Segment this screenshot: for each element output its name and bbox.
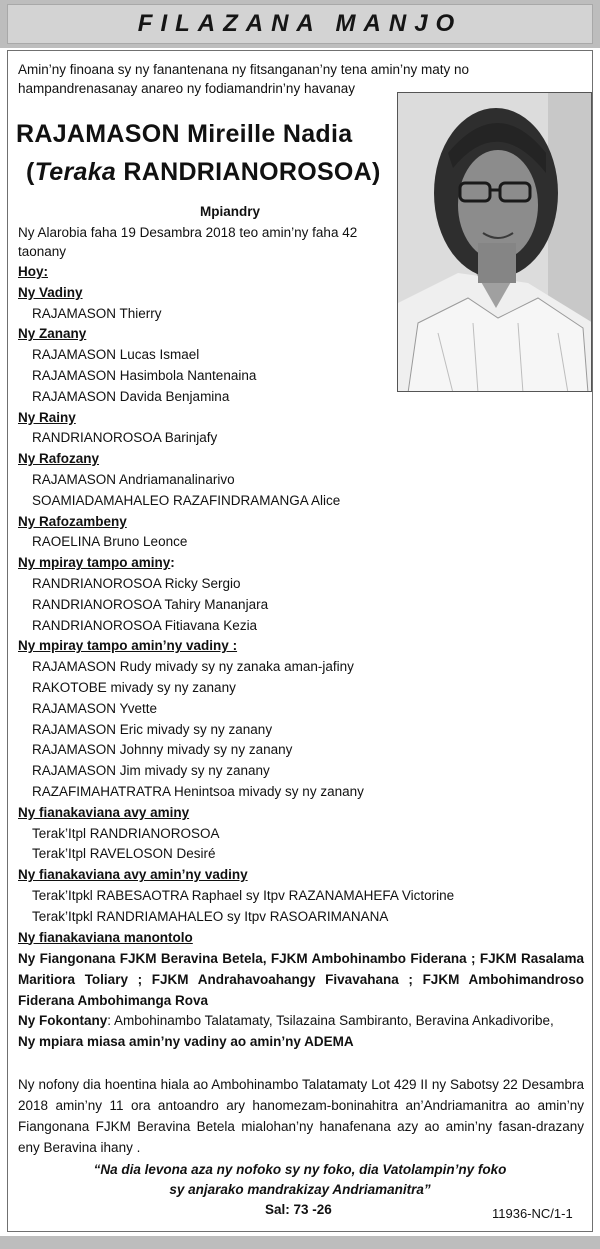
list-item: SOAMIADAMAHALEO RAZAFINDRAMANGA Alice: [32, 492, 341, 508]
list-item: RAJAMASON Rudy mivady sy ny zanaka aman-jafiny: [32, 659, 354, 675]
churches-text: Ny Fiangonana FJKM Beravina Betela, FJKM Ambohinambo Fiderana ; FJKM Rasalama Maritiora Toliary ; FJKM Andrahavoahangy Fivavahana ; FJKM Ambohimandroso Fiderana Ambohimanga Rova: [18, 951, 584, 1008]
family-list: [18, 262, 588, 948]
maiden-prefix: Teraka: [34, 158, 117, 186]
list-item: RAJAMASON Andriamanalinarivo: [32, 471, 235, 487]
zanany-heading: Ny Zanany: [18, 326, 87, 342]
bottom-bar: [0, 1236, 600, 1249]
list-item: RAJAMASON Thierry: [32, 305, 162, 321]
mpiray-heading-label: Ny mpiray tampo aminy: [18, 555, 171, 571]
list-item: RAOELINA Bruno Leonce: [32, 534, 188, 550]
fianakaviana-aminy-heading: Ny fianakaviana avy aminy: [18, 804, 190, 820]
list-item: RAJAMASON Eric mivady sy ny zanany: [32, 721, 273, 737]
list-item: RAJAMASON Hasimbola Nantenaina: [32, 367, 257, 383]
fokontany-text: : Ambohinambo Talatamaty, Tsilazaina Sambiranto, Beravina Ankadivoribe,: [107, 1013, 554, 1028]
fianakaviana-vadiny-heading: Ny fianakaviana avy amin’ny vadiny: [18, 867, 248, 883]
list-item: Terak’Itpkl RANDRIAMAHALEO sy Itpv RASOARIMANANA: [32, 908, 389, 924]
rainy-heading: Ny Rainy: [18, 409, 76, 425]
list-item: RAJAMASON Jim mivady sy ny zanany: [32, 763, 270, 779]
ad-reference: 11936-NC/1-1: [492, 1206, 573, 1221]
rafozambeny-heading: Ny Rafozambeny: [18, 513, 127, 529]
list-item: Terak’Itpkl RABESAOTRA Raphael sy Itpv RAZANAMAHEFA Victorine: [32, 887, 455, 903]
deceased-role: Mpiandry: [200, 204, 261, 219]
rafozany-heading: Ny Rafozany: [18, 451, 100, 467]
manontolo-heading: Ny fianakaviana manontolo: [18, 929, 193, 945]
banner: [7, 4, 593, 44]
psalm-reference: Sal: 73 -26: [265, 1202, 332, 1217]
vadiny-heading: Ny Vadiny: [18, 284, 83, 300]
intro-text: Amin’ny finoana sy ny fanantenana ny fitsanganan’ny tena amin’ny maty no hampandrenasanay anareo ny fodiamandrin’ny havanay: [18, 62, 470, 96]
list-item: RANDRIANOROSOA Ricky Sergio: [32, 575, 241, 591]
mpiray-vadiny-heading: Ny mpiray tampo amin’ny vadiny :: [18, 638, 238, 654]
quote-line-2: sy anjarako mandrakizay Andriamanitra”: [169, 1182, 431, 1197]
bible-quote: [60, 1160, 540, 1200]
list-item: RAJAMASON Yvette: [32, 700, 158, 716]
list-item: RAJAMASON Johnny mivady sy ny zanany: [32, 742, 293, 758]
burial-text: Ny nofony dia hoentina hiala ao Ambohinambo Talatamaty Lot 429 II ny Sabotsy 22 Desambra 2018 amin’ny 11 ora antoandro ary hanomezam-boninahitra an’Andriamanitra ao amin’ny Fiangonana FJKM Beravina Betela mialohan’ny hanafenana azy ao amin’ny fasan-drazany eny Beravina ihany .: [18, 1077, 584, 1155]
list-item: RAZAFIMAHATRATRA Henintsoa mivady sy ny zanany: [32, 783, 364, 799]
list-item: Terak’Itpl RAVELOSON Desiré: [32, 846, 216, 862]
open-paren: (: [26, 158, 35, 186]
list-item: RANDRIANOROSOA Barinjafy: [32, 430, 218, 446]
maiden-name: RANDRIANOROSOA): [123, 158, 381, 186]
fokontany-block: [18, 1010, 584, 1052]
list-item: RAJAMASON Davida Benjamina: [32, 388, 230, 404]
list-item: RANDRIANOROSOA Tahiry Mananjara: [32, 596, 269, 612]
death-text: Ny Alarobia faha 19 Desambra 2018 teo amin’ny faha 42 taonany: [18, 225, 358, 259]
list-item: RAKOTOBE mivady sy ny zanany: [32, 679, 236, 695]
list-item: Terak’Itpl RANDRIANOROSOA: [32, 825, 220, 841]
maiden-name-line: [26, 158, 381, 187]
deceased-name: RAJAMASON Mireille Nadia: [16, 120, 353, 148]
mpiray-heading-colon: :: [170, 555, 175, 571]
list-item: RAJAMASON Lucas Ismael: [32, 347, 200, 363]
mpiara-miasa-text: Ny mpiara miasa amin’ny vadiny ao amin’ny ADEMA: [18, 1034, 354, 1049]
quote-line-1: “Na dia levona aza ny nofoko sy ny foko, dia Vatolampin’ny foko: [93, 1162, 507, 1177]
mpiray-heading: [18, 553, 588, 574]
hoy-label: Hoy:: [18, 264, 48, 279]
fokontany-label: Ny Fokontany: [18, 1013, 108, 1028]
list-item: RANDRIANOROSOA Fitiavana Kezia: [32, 617, 258, 633]
banner-title: FILAZANA MANJO: [137, 10, 463, 37]
